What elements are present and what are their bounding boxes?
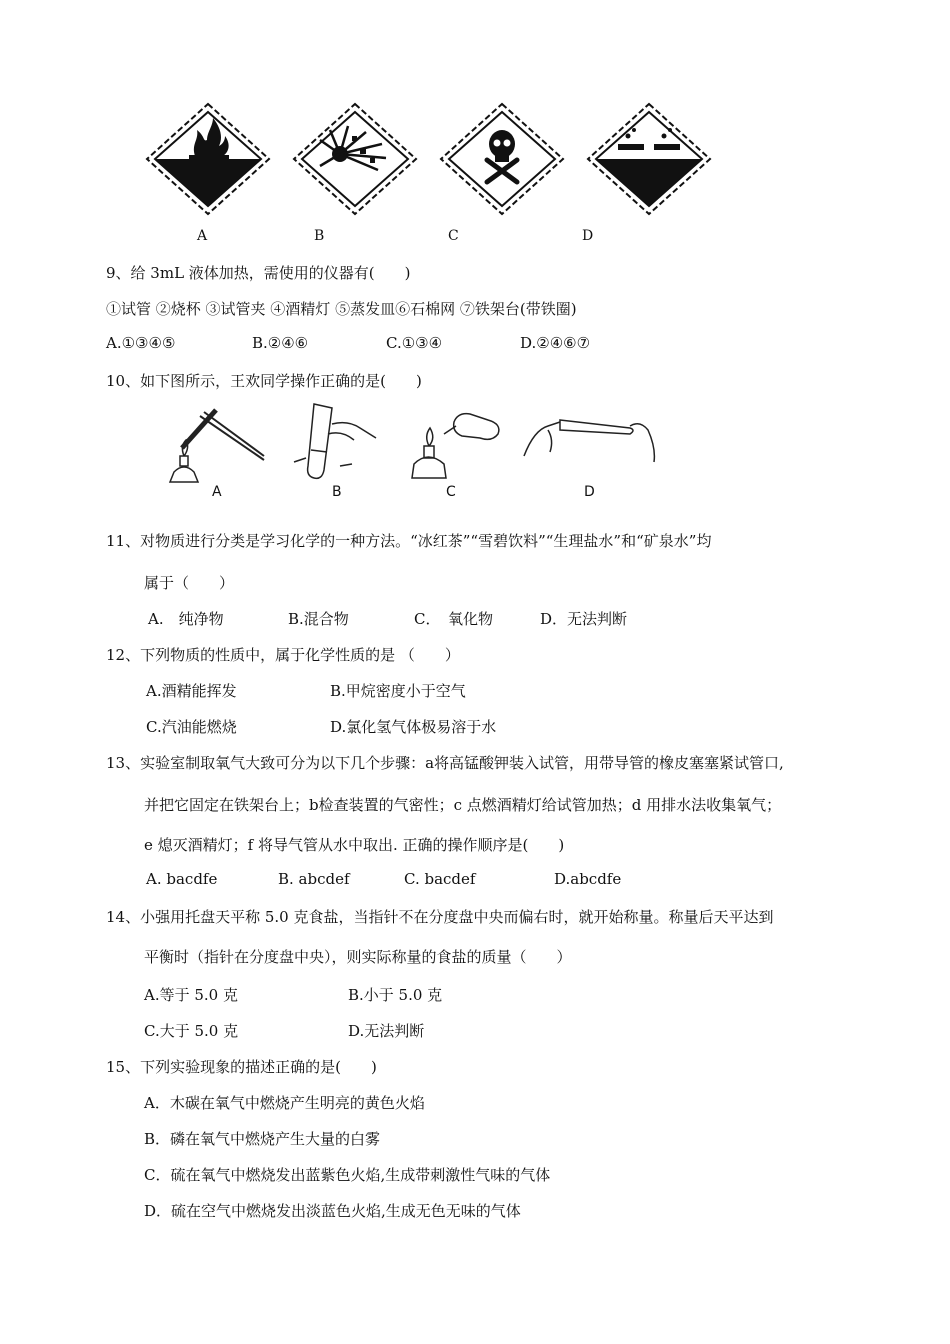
hazard-label-d: D bbox=[582, 228, 594, 244]
hazard-label-c: C bbox=[448, 228, 459, 244]
q9-option-d: D.②④⑥⑦ bbox=[520, 334, 591, 352]
q12-option-b: B.甲烷密度小于空气 bbox=[330, 682, 466, 700]
q12-stem: 12、下列物质的性质中，属于化学性质的是 （ ） bbox=[106, 646, 460, 664]
corrosive-symbol-icon bbox=[584, 100, 714, 218]
q14-option-d: D.无法判断 bbox=[348, 1022, 425, 1040]
q14-option-c: C.大于 5.0 克 bbox=[144, 1022, 239, 1040]
toxic-skull-symbol-icon bbox=[437, 100, 567, 218]
q11-option-d: D．无法判断 bbox=[540, 610, 628, 628]
q15-stem: 15、下列实验现象的描述正确的是( ) bbox=[106, 1058, 377, 1076]
fig-label-a: A bbox=[212, 484, 222, 500]
q14-option-a: A.等于 5.0 克 bbox=[144, 986, 238, 1004]
hazard-label-a: A bbox=[197, 228, 208, 244]
q13-stem-line1: 13、实验室制取氧气大致可分为以下几个步骤：a将高锰酸钾装入试管，用带导管的橡皮塞塞紧试管口, bbox=[106, 754, 784, 772]
q15-option-b: B．磷在氧气中燃烧产生大量的白雾 bbox=[144, 1130, 381, 1148]
q9-items: ①试管 ②烧杯 ③试管夹 ④酒精灯 ⑤蒸发皿⑥石棉网 ⑦铁架台(带铁圈) bbox=[106, 300, 577, 318]
q15-option-d: D．硫在空气中燃烧发出淡蓝色火焰,生成无色无味的气体 bbox=[144, 1202, 521, 1220]
q9-stem: 9、给 3mL 液体加热，需使用的仪器有( ) bbox=[106, 264, 411, 282]
q15-option-a: A．木碳在氧气中燃烧产生明亮的黄色火焰 bbox=[144, 1094, 425, 1112]
q12-option-c: C.汽油能燃烧 bbox=[146, 718, 237, 736]
q14-stem-line1: 14、小强用托盘天平称 5.0 克食盐，当指针不在分度盘中央而偏右时，就开始称量。称量后天平达到 bbox=[106, 908, 774, 926]
q10-stem: 10、如下图所示，王欢同学操作正确的是( ) bbox=[106, 372, 422, 390]
q14-option-b: B.小于 5.0 克 bbox=[348, 986, 443, 1004]
q13-option-b: B. abcdef bbox=[278, 870, 350, 888]
q13-stem-line2: 并把它固定在铁架台上；b检查装置的气密性；c 点燃酒精灯给试管加热；d 用排水法收集氧气； bbox=[144, 796, 782, 814]
q9-option-c: C.①③④ bbox=[386, 334, 443, 352]
lab-figure-c-lighting-alcohol-lamp bbox=[408, 400, 508, 500]
q13-option-d: D.abcdfe bbox=[554, 870, 622, 888]
fig-label-c: C bbox=[446, 484, 456, 500]
q9-option-a: A.①③④⑤ bbox=[106, 334, 176, 352]
q12-option-d: D.氯化氢气体极易溶于水 bbox=[330, 718, 497, 736]
q14-stem-line2: 平衡时（指针在分度盘中央），则实际称量的食盐的质量（ ） bbox=[144, 948, 572, 966]
q13-option-a: A. bacdfe bbox=[146, 870, 218, 888]
q15-option-c: C．硫在氧气中燃烧发出蓝紫色火焰,生成带刺激性气味的气体 bbox=[144, 1166, 551, 1184]
q11-stem-line1: 11、对物质进行分类是学习化学的一种方法。“冰红茶”“雪碧饮料”“生理盐水”和“矿泉水”均 bbox=[106, 532, 712, 550]
fig-label-b: B bbox=[332, 484, 342, 500]
q9-option-b: B.②④⑥ bbox=[252, 334, 309, 352]
q13-option-c: C. bacdef bbox=[404, 870, 476, 888]
explosive-symbol-icon bbox=[290, 100, 420, 218]
q13-stem-line3: e 熄灭酒精灯；f 将导气管从水中取出. 正确的操作顺序是( ) bbox=[144, 836, 565, 854]
q11-option-b: B.混合物 bbox=[288, 610, 349, 628]
q11-option-c: C． 氧化物 bbox=[414, 610, 493, 628]
flammable-symbol-icon bbox=[143, 100, 273, 218]
q11-option-a: A. 纯净物 bbox=[148, 610, 224, 628]
q12-option-a: A.酒精能挥发 bbox=[146, 682, 237, 700]
hazard-label-b: B bbox=[314, 228, 325, 244]
fig-label-d: D bbox=[584, 484, 595, 500]
q11-stem-line2: 属于（ ） bbox=[144, 574, 235, 592]
